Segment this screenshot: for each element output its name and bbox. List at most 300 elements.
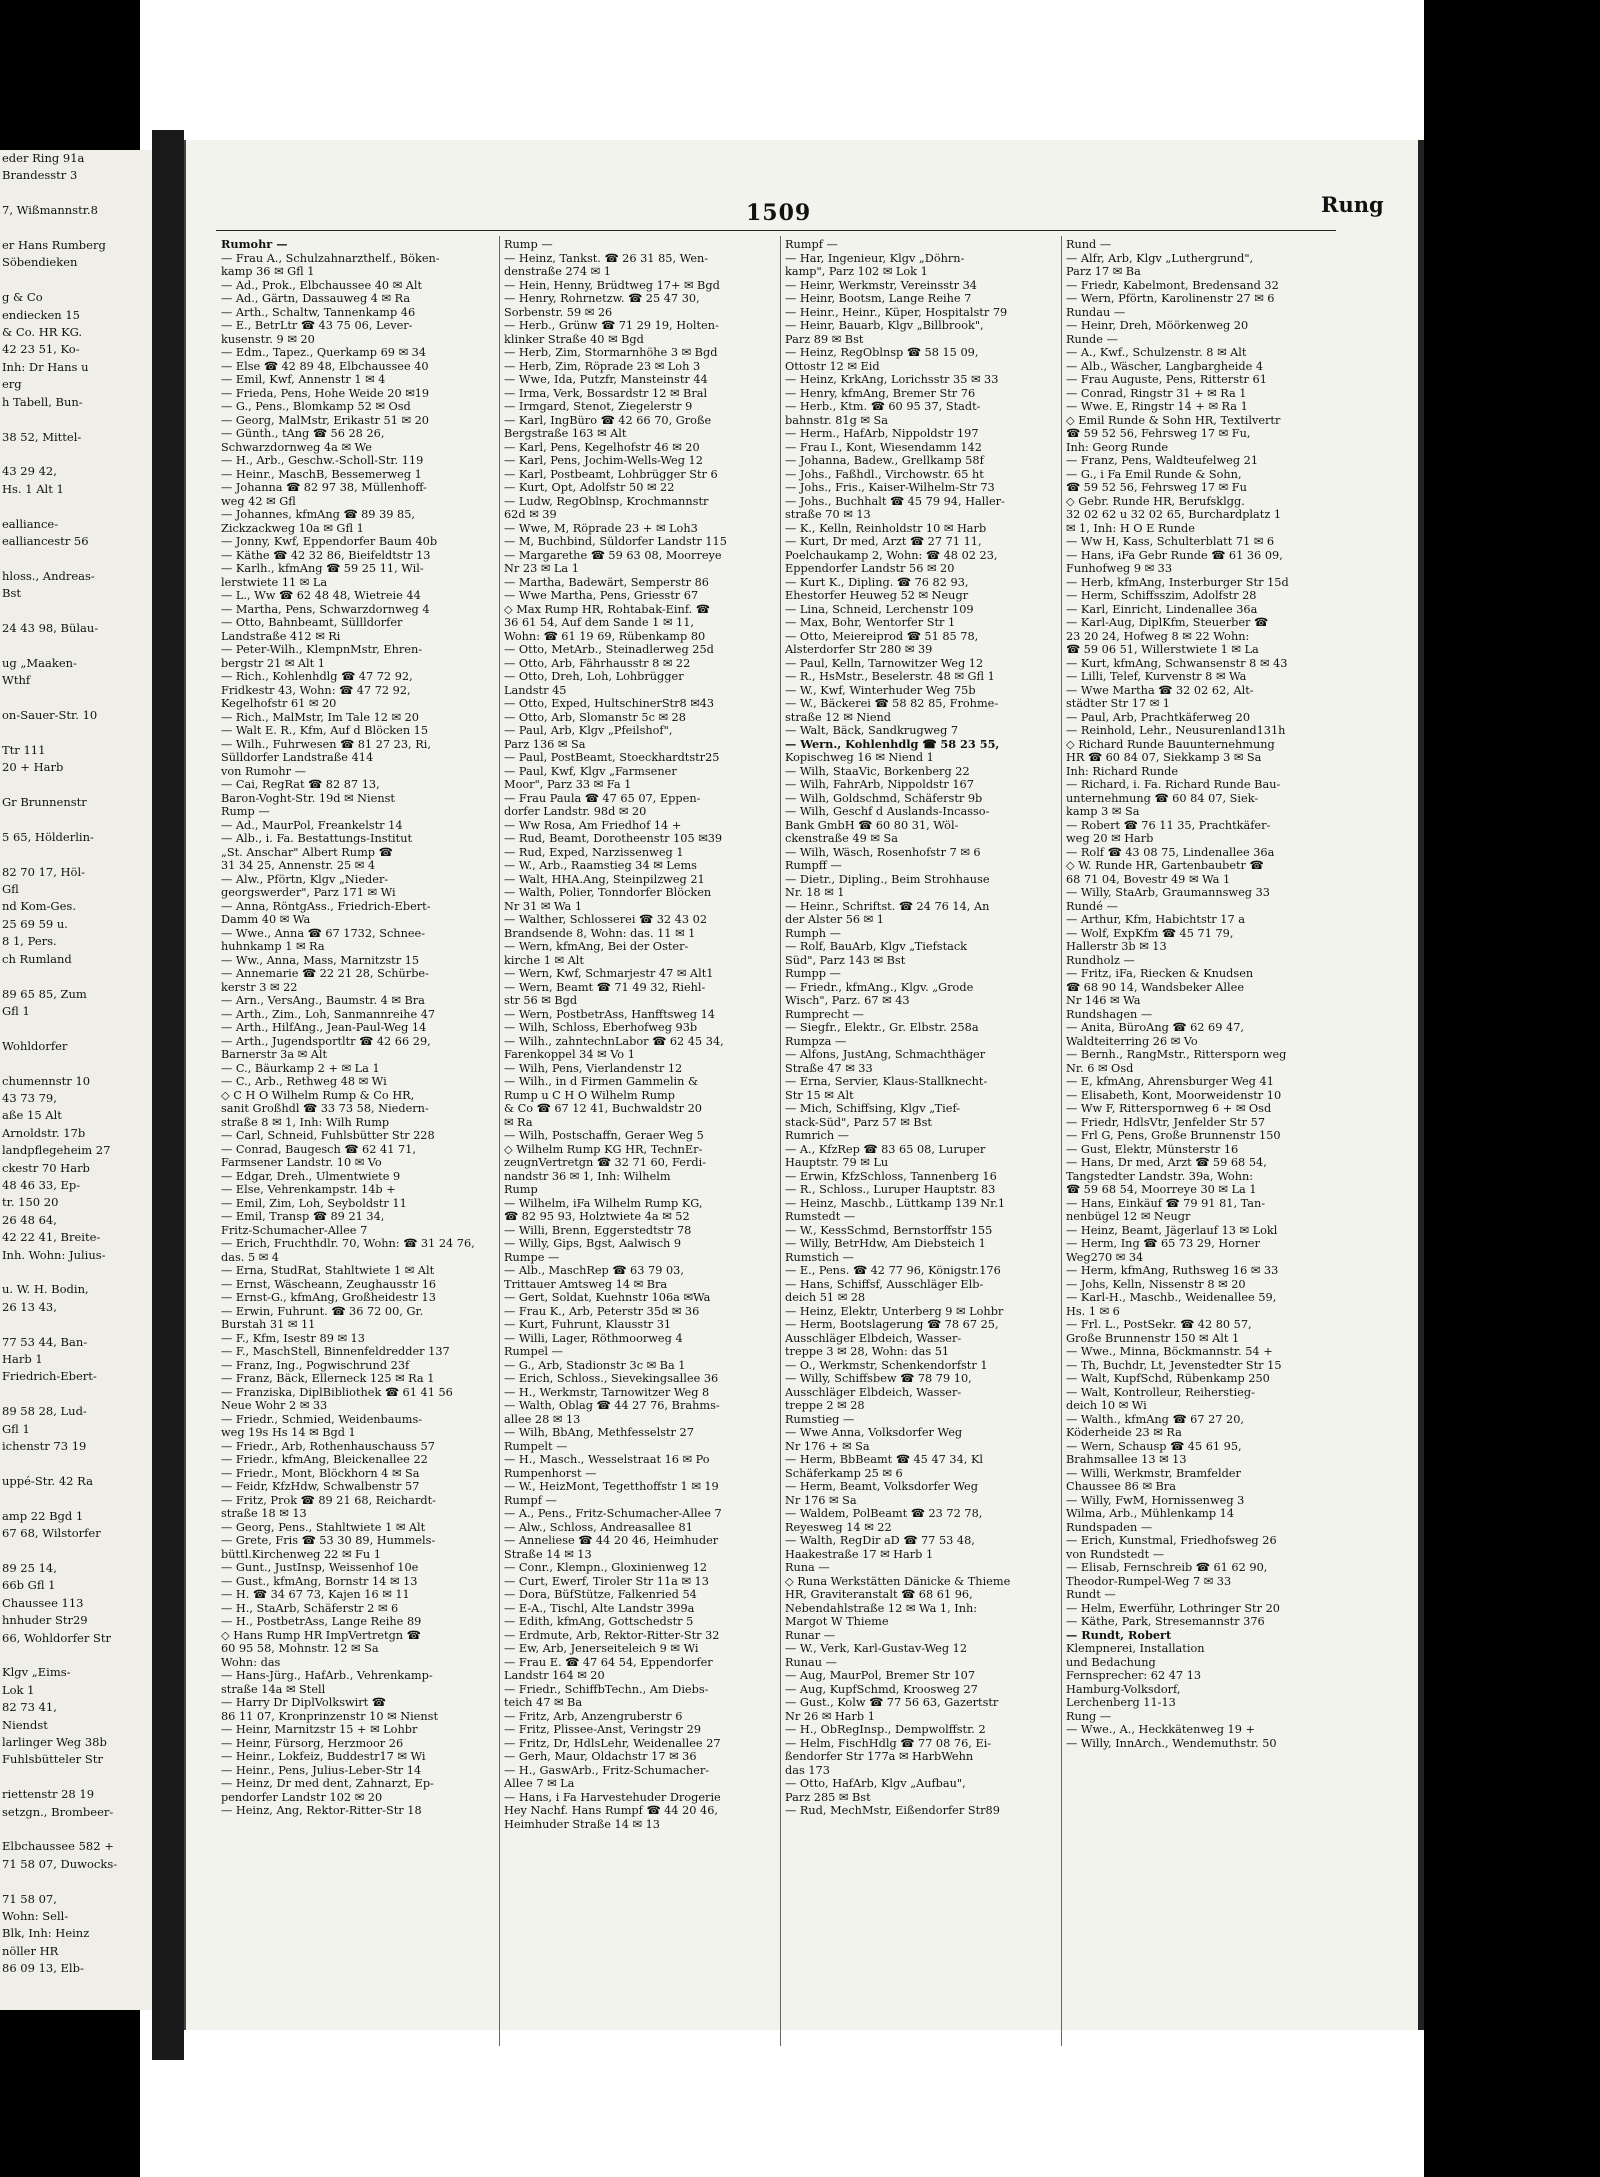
directory-entry: — Rich., Kohlenhdlg ☎ 47 72 92, bbox=[221, 670, 413, 683]
directory-entry: Rumph — bbox=[785, 926, 841, 940]
running-head: Rung bbox=[1321, 192, 1384, 217]
directory-entry: — Gust., Kolw ☎ 77 56 63, Gazertstr bbox=[785, 1696, 999, 1709]
previous-page-line: Gfl 1 bbox=[2, 1421, 30, 1436]
directory-entry: Allee 7 ✉ La bbox=[504, 1777, 575, 1790]
directory-entry: Inh: Georg Runde bbox=[1066, 440, 1169, 454]
directory-entry: treppe 3 ✉ 28, Wohn: das 51 bbox=[785, 1345, 950, 1358]
directory-entry: — Wilh, BbAng, Methfesselstr 27 bbox=[504, 1426, 694, 1439]
previous-page-line: er Hans Rumberg bbox=[2, 238, 106, 253]
directory-entry: weg 42 ✉ Gfl bbox=[221, 494, 296, 508]
directory-entry: — Walt E. R., Kfm, Auf d Blöcken 15 bbox=[221, 724, 429, 737]
previous-page-line: Wthf bbox=[2, 673, 31, 688]
directory-entry: Nr 146 ✉ Wa bbox=[1066, 994, 1141, 1007]
previous-page-line: ug „Maaken- bbox=[2, 655, 77, 670]
directory-entry: ✉ 1, Inh: H O E Runde bbox=[1066, 521, 1195, 535]
previous-page-line: 89 25 14, bbox=[2, 1560, 57, 1575]
directory-entry: — Bernh., RangMstr., Rittersporn weg bbox=[1066, 1048, 1287, 1061]
directory-entry: — Anita, BüroAng ☎ 62 69 47, bbox=[1066, 1021, 1244, 1034]
directory-entry: — Walt, Kontrolleur, Reiherstieg- bbox=[1066, 1385, 1255, 1399]
directory-entry: ◇ C H O Wilhelm Rump & Co HR, bbox=[221, 1088, 415, 1102]
directory-entry: ◇ Wilhelm Rump KG HR, TechnEr- bbox=[504, 1142, 703, 1156]
directory-entry: — Otto, Meiereiprod ☎ 51 85 78, bbox=[785, 629, 979, 643]
directory-entry: — Erwin, Fuhrunt. ☎ 36 72 00, Gr. bbox=[221, 1304, 424, 1318]
directory-entry: — Karl, Postbeamt, Lohbrügger Str 6 bbox=[504, 467, 718, 481]
directory-entry: städter Str 17 ✉ 1 bbox=[1066, 697, 1170, 710]
directory-entry: — H. ☎ 34 67 73, Kajen 16 ✉ 11 bbox=[221, 1588, 410, 1601]
previous-page-line: nd Kom-Ges. bbox=[2, 899, 76, 914]
directory-entry: — Conrad, Baugesch ☎ 62 41 71, bbox=[221, 1142, 416, 1156]
directory-entry: — Wilhelm, iFa Wilhelm Rump KG, bbox=[504, 1196, 703, 1210]
directory-entry: ßendorfer Str 177a ✉ HarbWehn bbox=[785, 1750, 974, 1763]
directory-entry: — Ad., Gärtn, Dassauweg 4 ✉ Ra bbox=[221, 292, 411, 305]
directory-entry: — Hans, Schiffsf, Ausschläger Elb- bbox=[785, 1277, 984, 1291]
directory-entry: — Wwe Anna, Volksdorfer Weg bbox=[785, 1426, 963, 1439]
directory-entry: Nr 31 ✉ Wa 1 bbox=[504, 899, 583, 913]
directory-entry: — Fritz, Arb, Anzengruberstr 6 bbox=[504, 1709, 683, 1723]
directory-entry: — G., Arb, Stadionstr 3c ✉ Ba 1 bbox=[504, 1358, 686, 1372]
directory-entry: Landstr 164 ✉ 20 bbox=[504, 1669, 605, 1682]
directory-column-4 bbox=[1066, 238, 1341, 1750]
directory-entry: — Willi, Werkmstr, Bramfelder bbox=[1066, 1466, 1241, 1480]
directory-entry: — Karl, Pens, Jochim-Wells-Weg 12 bbox=[504, 454, 703, 467]
previous-page-line: 89 65 85, Zum bbox=[2, 986, 87, 1001]
previous-page-line: Gfl bbox=[2, 882, 19, 897]
directory-entry: Rump — bbox=[221, 805, 270, 818]
directory-entry: — C., Bäurkamp 2 + ✉ La 1 bbox=[221, 1061, 380, 1075]
directory-entry: — Erich, Kunstmal, Friedhofsweg 26 bbox=[1066, 1534, 1277, 1547]
directory-entry: — Anna, RöntgAss., Friedrich-Ebert- bbox=[221, 899, 431, 913]
previous-page-line: Gr Brunnenstr bbox=[2, 795, 87, 810]
directory-entry: — Rud, Exped, Narzissenweg 1 bbox=[504, 845, 684, 859]
directory-entry: Nr 176 ✉ Sa bbox=[785, 1493, 857, 1507]
previous-page-line: 82 73 41, bbox=[2, 1700, 57, 1715]
directory-entry: Parz 136 ✉ Sa bbox=[504, 737, 586, 751]
directory-entry: — Frau I., Kont, Wiesendamm 142 bbox=[785, 440, 982, 454]
previous-page-line: erg bbox=[2, 377, 22, 392]
directory-entry: teich 47 ✉ Ba bbox=[504, 1696, 583, 1709]
directory-entry: — Ad., MaurPol, Freankelstr 14 bbox=[221, 818, 403, 832]
directory-entry: — Hans, Einkäuf ☎ 79 91 81, Tan- bbox=[1066, 1196, 1266, 1210]
directory-entry: — Emil, Transp ☎ 89 21 34, bbox=[221, 1210, 385, 1223]
directory-entry: Wohn: das bbox=[221, 1655, 281, 1669]
directory-entry: — Edith, kfmAng, Gottschedstr 5 bbox=[504, 1615, 694, 1628]
directory-entry: deich 10 ✉ Wi bbox=[1066, 1399, 1147, 1412]
directory-entry: — Heinr, Fürsorg, Herzmoor 26 bbox=[221, 1736, 404, 1750]
directory-entry: — Wwe Martha ☎ 32 02 62, Alt- bbox=[1066, 683, 1254, 697]
directory-entry: Nr 26 ✉ Harb 1 bbox=[785, 1709, 875, 1723]
previous-page-line: larlinger Weg 38b bbox=[2, 1734, 107, 1749]
directory-entry: — Henry, kfmAng, Bremer Str 76 bbox=[785, 386, 976, 400]
directory-entry: — F., MaschStell, Binnenfeldredder 137 bbox=[221, 1345, 450, 1358]
directory-entry: — H., ObRegInsp., Dempwolffstr. 2 bbox=[785, 1723, 986, 1736]
directory-entry: ◇ Richard Runde Bauunternehmung bbox=[1066, 737, 1275, 751]
directory-entry: — Wwe, M, Röprade 23 + ✉ Loh3 bbox=[504, 521, 698, 535]
previous-page-line: 66, Wohldorfer Str bbox=[2, 1630, 111, 1645]
directory-entry: — Kurt, kfmAng, Schwansenstr 8 ✉ 43 bbox=[1066, 656, 1288, 670]
directory-entry: — Conr., Klempn., Gloxinienweg 12 bbox=[504, 1561, 708, 1574]
previous-page-line: Wohn: Sell- bbox=[2, 1909, 69, 1924]
directory-entry: — Helm, FischHdlg ☎ 77 08 76, Ei- bbox=[785, 1736, 992, 1750]
previous-page-line bbox=[0, 550, 152, 567]
previous-page-line: h Tabell, Bun- bbox=[2, 394, 83, 409]
directory-column-1 bbox=[221, 238, 496, 1818]
directory-entry: — Walth, Polier, Tonndorfer Blöcken bbox=[504, 886, 712, 899]
previous-page-line: 42 23 51, Ko- bbox=[2, 342, 80, 357]
directory-entry: Süd", Parz 143 ✉ Bst bbox=[785, 953, 906, 967]
directory-entry: Moor", Parz 33 ✉ Fa 1 bbox=[504, 778, 632, 791]
previous-page-line bbox=[0, 185, 152, 202]
directory-entry: — Fritz, iFa, Riecken & Knudsen bbox=[1066, 967, 1254, 980]
directory-entry: — Elisab, Fernschreib ☎ 61 62 90, bbox=[1066, 1561, 1268, 1574]
directory-entry: — Hans, iFa Gebr Runde ☎ 61 36 09, bbox=[1066, 548, 1283, 562]
directory-entry: dorfer Landstr. 98d ✉ 20 bbox=[504, 805, 647, 818]
previous-page-line: on-Sauer-Str. 10 bbox=[2, 708, 98, 722]
directory-entry: — Jonny, Kwf, Eppendorfer Baum 40b bbox=[221, 535, 438, 548]
directory-entry: — Feidr, KfzHdw, Schwalbenstr 57 bbox=[221, 1480, 420, 1493]
directory-entry: — Franziska, DiplBibliothek ☎ 61 41 56 bbox=[221, 1385, 453, 1399]
directory-entry: — Frau A., Schulzahnarzthelf., Böken- bbox=[221, 251, 440, 265]
previous-page-line bbox=[0, 1543, 152, 1560]
previous-page-line: 71 58 07, bbox=[2, 1891, 57, 1906]
previous-page-line: uppé-Str. 42 Ra bbox=[2, 1473, 93, 1488]
directory-entry: — Willy, Gips, Bgst, Aalwisch 9 bbox=[504, 1237, 682, 1250]
directory-entry: kerstr 3 ✉ 22 bbox=[221, 980, 298, 994]
directory-entry: — K., Kelln, Reinholdstr 10 ✉ Harb bbox=[785, 521, 987, 535]
directory-entry: — Fritz, Dr, HdlsLehr, Weidenallee 27 bbox=[504, 1736, 721, 1750]
directory-entry: — Alw., Schloss, Andreasallee 81 bbox=[504, 1520, 693, 1534]
directory-entry: — Gust, Elektr, Münsterstr 16 bbox=[1066, 1142, 1239, 1156]
previous-page-line bbox=[0, 1769, 152, 1786]
directory-entry: — Heinz, Dr med dent, Zahnarzt, Ep- bbox=[221, 1777, 434, 1790]
directory-entry: Rumohr — bbox=[221, 238, 288, 251]
previous-page-line: Elbchaussee 582 + bbox=[2, 1839, 114, 1854]
directory-entry: Fritz-Schumacher-Allee 7 bbox=[221, 1223, 368, 1237]
directory-entry: — Karl-Aug, DiplKfm, Steuerber ☎ bbox=[1066, 616, 1269, 629]
directory-entry: — Erich, Fruchthdlr. 70, Wohn: ☎ 31 24 76, bbox=[221, 1237, 475, 1250]
directory-entry: — Har, Ingenieur, Klgv „Döhrn- bbox=[785, 251, 965, 265]
directory-entry: 60 95 58, Mohnstr. 12 ✉ Sa bbox=[221, 1642, 379, 1655]
directory-entry: Parz 285 ✉ Bst bbox=[785, 1790, 871, 1804]
directory-entry: — Gert, Soldat, Kuehnstr 106a ✉Wa bbox=[504, 1291, 711, 1304]
directory-entry: — Karlh., kfmAng ☎ 59 25 11, Wil- bbox=[221, 562, 424, 575]
directory-entry: — Franz, Ing., Pogwischrund 23f bbox=[221, 1358, 410, 1372]
directory-entry: — Walth., kfmAng ☎ 67 27 20, bbox=[1066, 1412, 1245, 1426]
directory-entry: — Frl G, Pens, Große Brunnenstr 150 bbox=[1066, 1129, 1281, 1142]
directory-entry: — Herm, Bootslagerung ☎ 78 67 25, bbox=[785, 1318, 999, 1331]
directory-entry: — Heinr., Schriftst. ☎ 24 76 14, An bbox=[785, 899, 990, 913]
directory-entry: — Arth., Zim., Loh, Sanmannreihe 47 bbox=[221, 1007, 436, 1021]
directory-entry: — Cai, RegRat ☎ 82 87 13, bbox=[221, 778, 380, 791]
directory-entry: — Willy, BetrHdw, Am Diebsteich 1 bbox=[785, 1237, 986, 1250]
directory-entry: — Reinhold, Lehr., Neusurenland131h bbox=[1066, 724, 1286, 737]
directory-entry: — Alb., Wäscher, Langbargheide 4 bbox=[1066, 359, 1264, 373]
directory-entry: HR ☎ 60 84 07, Siekkamp 3 ✉ Sa bbox=[1066, 751, 1262, 764]
directory-entry: — Rich., MalMstr, Im Tale 12 ✉ 20 bbox=[221, 710, 419, 724]
previous-page-line bbox=[0, 446, 152, 463]
directory-entry: ckenstraße 49 ✉ Sa bbox=[785, 832, 898, 845]
directory-entry: 86 11 07, Kronprinzenstr 10 ✉ Nienst bbox=[221, 1709, 438, 1723]
directory-entry: Farmsener Landstr. 10 ✉ Vo bbox=[221, 1156, 382, 1169]
directory-entry: Haakestraße 17 ✉ Harb 1 bbox=[785, 1547, 934, 1561]
directory-entry: — Arth., HilfAng., Jean-Paul-Weg 14 bbox=[221, 1021, 427, 1034]
directory-entry: — Friedr., Schmied, Weidenbaums- bbox=[221, 1412, 423, 1426]
directory-entry: Rundholz — bbox=[1066, 953, 1135, 967]
directory-entry: — Alfons, JustAng, Schmachthäger bbox=[785, 1048, 986, 1061]
directory-entry: Landstr 45 bbox=[504, 683, 567, 697]
directory-entry: — Johanna ☎ 82 97 38, Müllenhoff- bbox=[221, 481, 427, 494]
directory-entry: — Else ☎ 42 89 48, Elbchaussee 40 bbox=[221, 359, 429, 373]
directory-entry: — Walt, HHA.Ang, Steinpilzweg 21 bbox=[504, 872, 705, 886]
directory-entry: Tangstedter Landstr. 39a, Wohn: bbox=[1066, 1169, 1254, 1183]
directory-entry: — Max, Bohr, Wentorfer Str 1 bbox=[785, 616, 956, 629]
directory-entry: — Arthur, Kfm, Habichtstr 17 a bbox=[1066, 913, 1245, 926]
previous-page-line: chumennstr 10 bbox=[2, 1073, 91, 1088]
directory-entry: — Heinz, KrkAng, Lorichsstr 35 ✉ 33 bbox=[785, 373, 999, 386]
previous-page-line: Harb 1 bbox=[2, 1352, 43, 1367]
previous-page-line bbox=[0, 1490, 152, 1507]
directory-entry: — Frieda, Pens, Hohe Weide 20 ✉19 bbox=[221, 386, 430, 400]
directory-entry: — Gerh, Maur, Oldachstr 17 ✉ 36 bbox=[504, 1750, 697, 1763]
directory-entry: straße 8 ✉ 1, Inh: Wilh Rump bbox=[221, 1115, 390, 1129]
directory-entry: — Wern, Schausp ☎ 45 61 95, bbox=[1066, 1439, 1242, 1453]
directory-entry: — Carl, Schneid, Fuhlsbütter Str 228 bbox=[221, 1129, 435, 1142]
directory-entry: Rumpel — bbox=[504, 1345, 563, 1358]
previous-page-line: 48 46 33, Ep- bbox=[2, 1177, 81, 1192]
directory-entry: — Ernst-G., kfmAng, Großheidestr 13 bbox=[221, 1291, 436, 1304]
directory-entry: Wilma, Arb., Mühlenkamp 14 bbox=[1066, 1507, 1235, 1520]
previous-page-line bbox=[0, 1386, 152, 1403]
directory-entry: — Kurt, Dr med, Arzt ☎ 27 71 11, bbox=[785, 535, 982, 548]
directory-entry: ☎ 59 52 56, Fehrsweg 17 ✉ Fu bbox=[1066, 481, 1247, 494]
directory-entry: — Edm., Tapez., Querkamp 69 ✉ 34 bbox=[221, 346, 427, 359]
directory-entry: — Wilh., zahntechnLabor ☎ 62 45 34, bbox=[504, 1034, 724, 1048]
directory-entry: — Friedr, Kabelmont, Bredensand 32 bbox=[1066, 278, 1279, 292]
directory-entry: — Martha, Pens, Schwarzdornweg 4 bbox=[221, 602, 430, 616]
directory-entry: straße 12 ✉ Niend bbox=[785, 710, 892, 724]
directory-entry: Brandsende 8, Wohn: das. 11 ✉ 1 bbox=[504, 926, 696, 940]
directory-entry: — Curt, Ewerf, Tiroler Str 11a ✉ 13 bbox=[504, 1574, 709, 1588]
previous-page-line bbox=[0, 724, 152, 741]
directory-entry: — Walt, Bäck, Sandkrugweg 7 bbox=[785, 724, 959, 737]
directory-entry: — Herm., HafArb, Nippoldstr 197 bbox=[785, 427, 979, 440]
directory-entry: Alsterdorfer Str 280 ✉ 39 bbox=[785, 643, 933, 656]
directory-entry: — Heinz, RegOblnsp ☎ 58 15 09, bbox=[785, 346, 979, 359]
directory-entry: Fridkestr 43, Wohn: ☎ 47 72 92, bbox=[221, 683, 411, 697]
directory-entry: — Wwe Martha, Pens, Griesstr 67 bbox=[504, 589, 699, 602]
directory-entry: weg 20 ✉ Harb bbox=[1066, 832, 1154, 845]
directory-entry: — Paul, Kwf, Klgv „Farmsener bbox=[504, 764, 677, 778]
previous-page-line bbox=[0, 498, 152, 515]
directory-entry: Rund — bbox=[1066, 238, 1112, 251]
directory-entry: 31 34 25, Annenstr. 25 ✉ 4 bbox=[221, 859, 376, 872]
directory-entry: — Wern., Kohlenhdlg ☎ 58 23 55, bbox=[785, 737, 1000, 751]
directory-entry: Runa — bbox=[785, 1561, 830, 1574]
directory-entry: — Else, Vehrenkampstr. 14b + bbox=[221, 1183, 396, 1196]
directory-entry: — Fritz, Plissee-Anst, Veringstr 29 bbox=[504, 1723, 702, 1736]
directory-entry: — Lina, Schneid, Lerchenstr 109 bbox=[785, 602, 974, 616]
previous-page-line: ealliance- bbox=[2, 516, 59, 531]
directory-entry: Margot W Thieme bbox=[785, 1615, 889, 1628]
directory-entry: — Waldem, PolBeamt ☎ 23 72 78, bbox=[785, 1507, 983, 1520]
directory-column-3 bbox=[785, 238, 1060, 1818]
directory-entry: — Hein, Henny, Brüdtweg 17+ ✉ Bgd bbox=[504, 278, 720, 292]
directory-entry: huhnkamp 1 ✉ Ra bbox=[221, 940, 325, 953]
directory-entry: — Ew, Arb, Jenerseiteleich 9 ✉ Wi bbox=[504, 1642, 699, 1655]
directory-entry: — Dietr., Dipling., Beim Strohhause bbox=[785, 872, 990, 886]
directory-entry: — Ww., Anna, Mass, Marnitzstr 15 bbox=[221, 953, 420, 967]
previous-page-line: ch Rumland bbox=[2, 951, 72, 966]
directory-entry: — Heinr, Bauarb, Klgv „Billbrook", bbox=[785, 319, 984, 332]
directory-entry: — Heinz, Maschb., Lüttkamp 139 Nr.1 bbox=[785, 1196, 1006, 1210]
directory-entry: ◇ Runa Werkstätten Dänicke & Thieme bbox=[785, 1574, 1011, 1588]
directory-entry: Rung — bbox=[1066, 1709, 1112, 1723]
directory-entry: — Aug, MaurPol, Bremer Str 107 bbox=[785, 1669, 976, 1682]
directory-entry: deich 51 ✉ 28 bbox=[785, 1291, 866, 1304]
previous-page-line bbox=[0, 968, 152, 985]
previous-page-line: Brandesstr 3 bbox=[2, 168, 78, 183]
directory-entry: und Bedachung bbox=[1066, 1655, 1156, 1669]
directory-entry: Poelchaukamp 2, Wohn: ☎ 48 02 23, bbox=[785, 548, 998, 562]
directory-entry: — Paul, Arb, Klgv „Pfeilshof", bbox=[504, 724, 673, 737]
directory-entry: Hauptstr. 79 ✉ Lu bbox=[785, 1156, 889, 1169]
directory-entry: „St. Anschar" Albert Rump ☎ bbox=[221, 845, 393, 859]
directory-entry: — R., HsMstr., Beselerstr. 48 ✉ Gfl 1 bbox=[785, 670, 995, 683]
directory-entry: Barnerstr 3a ✉ Alt bbox=[221, 1048, 328, 1061]
directory-entry: unternehmung ☎ 60 84 07, Siek- bbox=[1066, 791, 1259, 805]
previous-page-line: Arnoldstr. 17b bbox=[2, 1125, 86, 1140]
directory-entry: Hallerstr 3b ✉ 13 bbox=[1066, 940, 1167, 953]
directory-entry: — Frau K., Arb, Peterstr 35d ✉ 36 bbox=[504, 1304, 700, 1318]
header-rule bbox=[216, 230, 1336, 231]
directory-entry: — Rud, Beamt, Dorotheenstr 105 ✉39 bbox=[504, 832, 723, 845]
directory-entry: Ausschläger Elbdeich, Wasser- bbox=[785, 1331, 962, 1345]
directory-entry: — Hans-Jürg., HafArb., Vehrenkamp- bbox=[221, 1669, 433, 1682]
directory-entry: — Elisabeth, Kont, Moorweidenstr 10 bbox=[1066, 1088, 1282, 1102]
previous-page-line: 82 70 17, Höl- bbox=[2, 864, 86, 879]
directory-entry: Schäferkamp 25 ✉ 6 bbox=[785, 1466, 903, 1480]
directory-entry: — Robert ☎ 76 11 35, Prachtkäfer- bbox=[1066, 818, 1271, 832]
previous-page-line: endiecken 15 bbox=[2, 307, 80, 322]
directory-entry: — W., Kwf, Winterhuder Weg 75b bbox=[785, 683, 976, 697]
directory-entry: — Gust., kfmAng, Bornstr 14 ✉ 13 bbox=[221, 1574, 418, 1588]
directory-entry: — Margarethe ☎ 59 63 08, Moorreye bbox=[504, 548, 722, 562]
directory-entry: Reyesweg 14 ✉ 22 bbox=[785, 1520, 892, 1534]
previous-page-line bbox=[0, 846, 152, 863]
directory-entry: Burstah 31 ✉ 11 bbox=[221, 1318, 316, 1331]
directory-entry: — Friedr., Mont, Blöckhorn 4 ✉ Sa bbox=[221, 1466, 420, 1480]
directory-entry: stack-Süd", Parz 57 ✉ Bst bbox=[785, 1115, 932, 1129]
page-number: 1509 bbox=[746, 200, 812, 226]
previous-page-line: Klgv „Eims- bbox=[2, 1665, 71, 1680]
directory-entry: — Grete, Fris ☎ 53 30 89, Hummels- bbox=[221, 1534, 436, 1547]
directory-entry: — Johannes, kfmAng ☎ 89 39 85, bbox=[221, 508, 415, 521]
directory-entry: — Herm, Beamt, Volksdorfer Weg bbox=[785, 1480, 978, 1493]
directory-entry: — Walt, KupfSchd, Rübenkamp 250 bbox=[1066, 1372, 1270, 1385]
directory-entry: — Friedr., Arb, Rothenhauschauss 57 bbox=[221, 1439, 435, 1453]
directory-entry: Fernsprecher: 62 47 13 bbox=[1066, 1669, 1202, 1682]
previous-page-line: 77 53 44, Ban- bbox=[2, 1334, 88, 1349]
directory-entry: — Th, Buchdr, Lt, Jevenstedter Str 15 bbox=[1066, 1358, 1282, 1372]
directory-entry: — Arth., Jugendsportltr ☎ 42 66 29, bbox=[221, 1034, 431, 1048]
previous-page-line: 89 58 28, Lud- bbox=[2, 1404, 87, 1419]
directory-entry: lerstwiete 11 ✉ La bbox=[221, 575, 328, 589]
directory-entry: Rumpenhorst — bbox=[504, 1466, 597, 1480]
directory-entry: — Wilh., in d Firmen Gammelin & bbox=[504, 1075, 699, 1088]
directory-entry: — Frau Auguste, Pens, Ritterstr 61 bbox=[1066, 373, 1267, 386]
directory-entry: nandstr 36 ✉ 1, Inh: Wilhelm bbox=[504, 1169, 671, 1183]
directory-entry: — Karl, Einricht, Lindenallee 36a bbox=[1066, 602, 1258, 616]
directory-entry: — Wilh, Goldschmd, Schäferstr 9b bbox=[785, 791, 983, 805]
previous-page-line bbox=[0, 1055, 152, 1072]
directory-entry: — Otto, Arb, Slomanstr 5c ✉ 28 bbox=[504, 710, 686, 724]
directory-entry: straße 70 ✉ 13 bbox=[785, 508, 871, 521]
directory-entry: Parz 89 ✉ Bst bbox=[785, 332, 864, 346]
directory-entry: — Ww Rosa, Am Friedhof 14 + bbox=[504, 818, 682, 832]
directory-entry: Rumrich — bbox=[785, 1129, 849, 1142]
directory-entry: 32 02 62 u 32 02 65, Burchardplatz 1 bbox=[1066, 508, 1282, 521]
directory-entry: Runde — bbox=[1066, 332, 1118, 346]
directory-entry: — Anneliese ☎ 44 20 46, Heimhuder bbox=[504, 1534, 719, 1547]
previous-page-line: riettenstr 28 19 bbox=[2, 1787, 95, 1802]
directory-entry: — Erdmute, Arb, Rektor-Ritter-Str 32 bbox=[504, 1628, 720, 1642]
directory-entry: — Frl. L., PostSekr. ☎ 42 80 57, bbox=[1066, 1318, 1252, 1331]
directory-entry: — Willy, Schiffsbew ☎ 78 79 10, bbox=[785, 1372, 972, 1385]
directory-entry: treppe 2 ✉ 28 bbox=[785, 1399, 865, 1412]
directory-entry: — Ww F, Ritterspornweg 6 + ✉ Osd bbox=[1066, 1102, 1272, 1115]
previous-page-line bbox=[0, 1455, 152, 1472]
directory-entry: — E., Pens. ☎ 42 77 96, Königstr.176 bbox=[785, 1264, 1001, 1277]
directory-entry: — Herm, Ing ☎ 65 73 29, Horner bbox=[1066, 1237, 1260, 1250]
column-separator bbox=[1061, 236, 1062, 2046]
previous-page-line: ichenstr 73 19 bbox=[2, 1439, 87, 1454]
directory-entry: — Friedr., kfmAng., Klgv. „Grode bbox=[785, 980, 974, 994]
previous-page-line: landpflegeheim 27 bbox=[2, 1143, 111, 1158]
directory-entry: Rundshagen — bbox=[1066, 1007, 1153, 1021]
directory-entry: — Herb, Zim, Röprade 23 ✉ Loh 3 bbox=[504, 359, 701, 373]
directory-entry: Wisch", Parz. 67 ✉ 43 bbox=[785, 994, 910, 1007]
previous-page-line: hloss., Andreas- bbox=[2, 568, 95, 583]
column-separator bbox=[780, 236, 781, 2046]
directory-entry: — Wilh, Schloss, Eberhofweg 93b bbox=[504, 1021, 698, 1034]
directory-entry: — Heinr., Pens, Julius-Leber-Str 14 bbox=[221, 1763, 422, 1777]
directory-entry: Eppendorfer Landstr 56 ✉ 20 bbox=[785, 562, 955, 575]
previous-page-line: Hs. 1 Alt 1 bbox=[2, 481, 64, 496]
directory-entry: Sülldorfer Landstraße 414 bbox=[221, 751, 374, 764]
directory-entry: & Co ☎ 67 12 41, Buchwaldstr 20 bbox=[504, 1102, 702, 1115]
directory-entry: — Wwe., A., Heckkätenweg 19 + bbox=[1066, 1723, 1255, 1736]
directory-entry: straße 14a ✉ Stell bbox=[221, 1682, 326, 1696]
directory-entry: — Siegfr., Elektr., Gr. Elbstr. 258a bbox=[785, 1021, 979, 1034]
directory-entry: allee 28 ✉ 13 bbox=[504, 1412, 581, 1426]
previous-page-line: Wohldorfer bbox=[2, 1038, 68, 1053]
directory-entry: straße 18 ✉ 13 bbox=[221, 1507, 307, 1520]
directory-entry: — Käthe ☎ 42 32 86, Bieifeldtstr 13 bbox=[221, 548, 431, 562]
previous-page-line: 26 13 43, bbox=[2, 1299, 57, 1314]
previous-page-line: Blk, Inh: Heinz bbox=[2, 1926, 90, 1941]
directory-entry: Damm 40 ✉ Wa bbox=[221, 913, 311, 926]
directory-entry: — E, kfmAng, Ahrensburger Weg 41 bbox=[1066, 1075, 1274, 1088]
directory-entry: Rumpff — bbox=[785, 859, 842, 872]
directory-entry: Heimhuder Straße 14 ✉ 13 bbox=[504, 1817, 660, 1831]
directory-entry: — Wolf, ExpKfm ☎ 45 71 79, bbox=[1066, 926, 1234, 940]
previous-page-line: Inh. Wohn: Julius- bbox=[2, 1247, 106, 1262]
previous-page-line: nöller HR bbox=[2, 1943, 59, 1958]
directory-entry: sanit Großhdl ☎ 33 73 58, Niedern- bbox=[221, 1102, 429, 1115]
directory-entry: — Wilh., Fuhrwesen ☎ 81 27 23, Ri, bbox=[221, 737, 431, 751]
directory-entry: — Rud, MechMstr, Eißendorfer Str89 bbox=[785, 1804, 1000, 1817]
previous-page-line bbox=[0, 1978, 152, 1995]
directory-entry: — Rolf ☎ 43 08 75, Lindenallee 36a bbox=[1066, 845, 1275, 859]
